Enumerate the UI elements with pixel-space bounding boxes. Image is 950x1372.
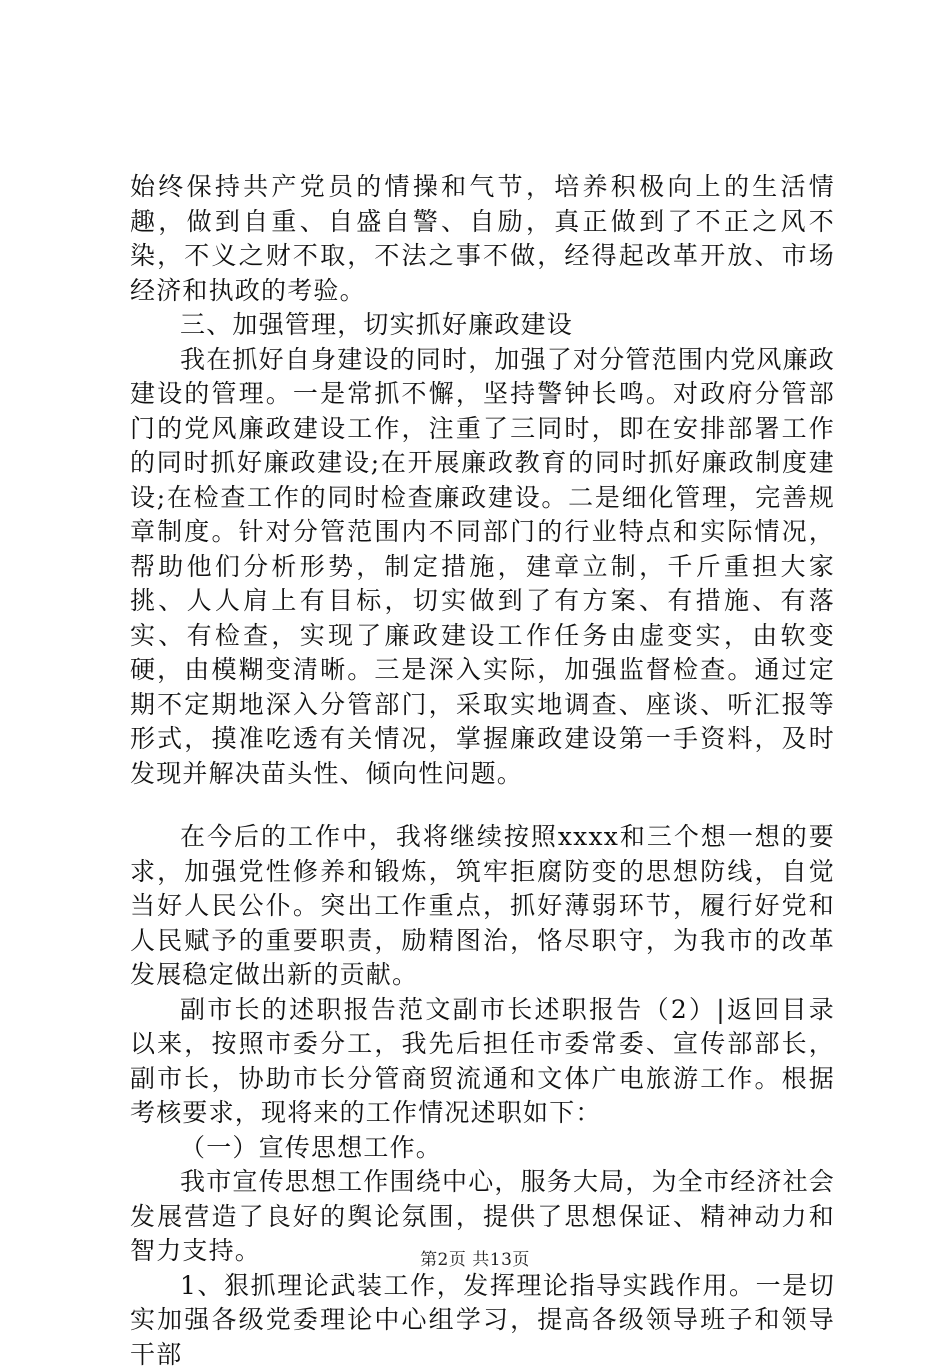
paragraph: 1、狠抓理论武装工作，发挥理论指导实践作用。一是切实加强各级党委理论中心组学习，提高各级领导班子和领导干部 <box>130 1269 835 1372</box>
paragraph: 我在抓好自身建设的同时，加强了对分管范围内党风廉政建设的管理。一是常抓不懈，坚持警钟长鸣。对政府分管部门的党风廉政建设工作，注重了三同时，即在安排部署工作的同时抓好廉政建设;在开展廉政教育的同时抓好廉政制度建设;在检查工作的同时检查廉政建设。二是细化管理，完善规章制度。针对分管范围内不同部门的行业特点和实际情况，帮助他们分析形势，制定措施，建章立制，千斤重担大家挑、人人肩上有目标，切实做到了有方案、有措施、有落实、有检查，实现了廉政建设工作任务由虚变实，由软变硬，由模糊变清晰。三是深入实际，加强监督检查。通过定期不定期地深入分管部门，采取实地调查、座谈、听汇报等形式，摸准吃透有关情况，掌握廉政建设第一手资料，及时发现并解决苗头性、倾向性问题。 <box>130 343 835 792</box>
paragraph-continuation: 始终保持共产党员的情操和气节，培养积极向上的生活情趣，做到自重、自盛自警、自励，真正做到了不正之风不染，不义之财不取，不法之事不做，经得起改革开放、市场经济和执政的考验。 <box>130 170 835 308</box>
subsection-heading: （一）宣传思想工作。 <box>130 1131 835 1166</box>
paragraph: 副市长的述职报告范文副市长述职报告（2）|返回目录以来，按照市委分工，我先后担任市委常委、宣传部部长，副市长，协助市长分管商贸流通和文体广电旅游工作。根据考核要求，现将来的工作情况述职如下： <box>130 993 835 1131</box>
paragraph: 在今后的工作中，我将继续按照xxxx和三个想一想的要求，加强党性修养和锻炼，筑牢拒腐防变的思想防线，自觉当好人民公仆。突出工作重点，抓好薄弱环节，履行好党和人民赋予的重要职责，励精图治，恪尽职守，为我市的改革发展稳定做出新的贡献。 <box>130 820 835 993</box>
document-body <box>130 170 835 1372</box>
section-heading: 三、加强管理，切实抓好廉政建设 <box>130 308 835 343</box>
page-number-footer: 第2页 共13页 <box>0 1245 950 1270</box>
paragraph: 我市宣传思想工作围绕中心，服务大局，为全市经济社会发展营造了良好的舆论氛围，提供了思想保证、精神动力和智力支持。 <box>130 1165 835 1269</box>
